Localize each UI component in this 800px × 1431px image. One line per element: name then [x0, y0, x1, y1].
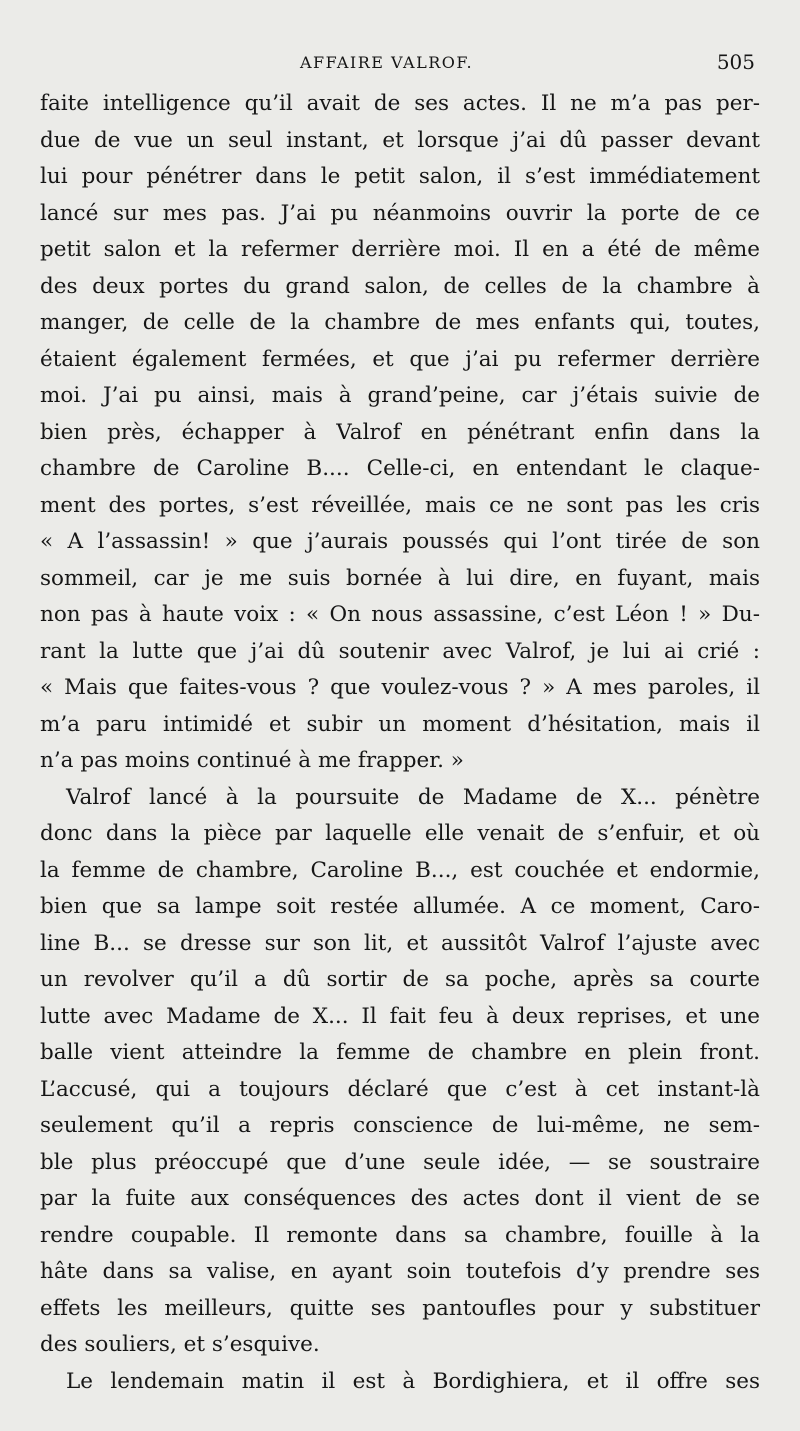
text-line: un revolver qu’il a dû sortir de sa poche, après sa courte [40, 967, 760, 992]
text-line: non pas à haute voix : « On nous assassine, c’est Léon ! » Du- [40, 602, 760, 627]
text-line: seulement qu’il a repris conscience de lui-même, ne sem- [40, 1113, 760, 1138]
text-line: ment des portes, s’est réveillée, mais ce ne sont pas les cris [40, 492, 760, 518]
text-line: bien que sa lampe soit restée allumée. A ce moment, Caro- [40, 894, 760, 919]
text-line: chambre de Caroline B.... Celle-ci, en entendant le claque- [40, 456, 760, 481]
text-line: petit salon et la refermer derrière moi. Il en a été de même [40, 237, 760, 262]
text-line: ble plus préoccupé que d’une seule idée, — se soustraire [40, 1149, 760, 1175]
text-line: « A l’assassin! » que j’aurais poussés qui l’ont tirée de son [40, 529, 760, 554]
running-head [0, 50, 800, 76]
paragraph-first-line: Valrof lancé à la poursuite de Madame de X... pénètre [66, 784, 760, 810]
text-line: étaient également fermées, et que j’ai pu refermer derrière [40, 346, 760, 372]
text-line: manger, de celle de la chambre de mes enfants qui, toutes, [40, 310, 760, 335]
text-line: lui pour pénétrer dans le petit salon, il s’est immédiatement [40, 164, 760, 189]
text-line: donc dans la pièce par laquelle elle venait de s’enfuir, et où [40, 821, 760, 846]
text-line: la femme de chambre, Caroline B..., est couchée et endormie, [40, 857, 760, 883]
running-head-title: AFFAIRE VALROF. [300, 53, 474, 72]
text-line: des deux portes du grand salon, de celles de la chambre à [40, 273, 760, 299]
text-line: rendre coupable. Il remonte dans sa chambre, fouille à la [40, 1222, 760, 1248]
text-line: due de vue un seul instant, et lorsque j’ai dû passer devant [40, 127, 760, 153]
text-line: rant la lutte que j’ai dû soutenir avec Valrof, je lui ai crié : [40, 638, 760, 664]
text-line: m’a paru intimidé et subir un moment d’hésitation, mais il [40, 711, 760, 737]
text-line: line B... se dresse sur son lit, et aussitôt Valrof l’ajuste avec [40, 930, 760, 956]
text-line: par la fuite aux conséquences des actes dont il vient de se [40, 1186, 760, 1211]
text-line: L’accusé, qui a toujours déclaré que c’est à cet instant-là [40, 1076, 760, 1102]
text-line: « Mais que faites-vous ? que voulez-vous ? » A mes paroles, il [40, 675, 760, 700]
paragraph-first-line: Le lendemain matin il est à Bordighiera, et il offre ses [66, 1368, 760, 1394]
text-line: hâte dans sa valise, en ayant soin toutefois d’y prendre ses [40, 1259, 760, 1284]
text-line: balle vient atteindre la femme de chambre en plein front. [40, 1040, 760, 1065]
text-line: sommeil, car je me suis bornée à lui dire, en fuyant, mais [40, 565, 760, 591]
text-line: lancé sur mes pas. J’ai pu néanmoins ouvrir la porte de ce [40, 200, 760, 226]
text-line: lutte avec Madame de X... Il fait feu à deux reprises, et une [40, 1003, 760, 1029]
page-number: 505 [716, 50, 755, 74]
text-line: moi. J’ai pu ainsi, mais à grand’peine, car j’étais suivie de [40, 383, 760, 408]
text-line: des souliers, et s’esquive. [40, 1332, 320, 1357]
text-line: faite intelligence qu’il avait de ses actes. Il ne m’a pas per- [40, 91, 760, 116]
text-line: effets les meilleurs, quitte ses pantoufles pour y substituer [40, 1295, 760, 1321]
text-line: bien près, échapper à Valrof en pénétrant enfin dans la [40, 419, 760, 445]
text-line: n’a pas moins continué à me frapper. » [40, 748, 464, 773]
body-text [40, 86, 760, 1400]
